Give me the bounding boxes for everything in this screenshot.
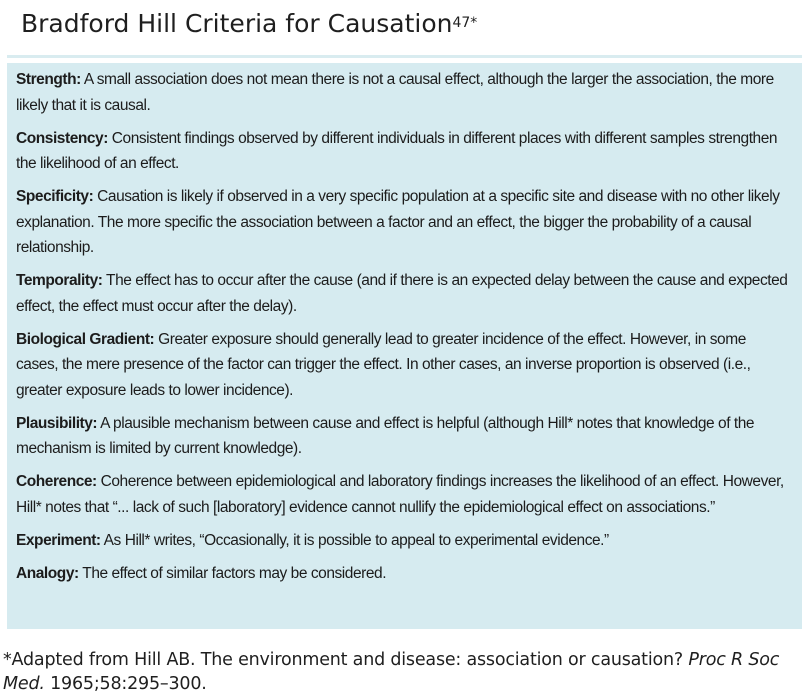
- criterion-text: The effect of similar factors may be considered.: [82, 564, 387, 582]
- criterion-text: The effect has to occur after the cause (and if there is an expected delay between the cause and expected effect, the effect must occur after the delay).: [16, 272, 788, 315]
- criterion-name: Biological Gradient:: [16, 330, 155, 348]
- criteria-box: [7, 63, 802, 629]
- criterion-text: Coherence between epidemiological and laboratory findings increases the likelihood of an effect. However, Hill* notes that “... lack of such [laboratory] evidence cannot nullify the epidemiological effect on associations.”: [16, 473, 784, 516]
- criterion-text: Consistent findings observed by different individuals in different places with different samples strengthen the likelihood of an effect.: [16, 129, 778, 172]
- criterion-text: As Hill* writes, “Occasionally, it is possible to appeal to experimental evidence.”: [103, 531, 609, 549]
- page-title: [21, 8, 477, 40]
- criterion-name: Experiment:: [16, 531, 101, 549]
- footnote-journal: Proc R Soc Med.: [3, 650, 780, 694]
- footnote-text: *Adapted from Hill AB. The environment and disease: association or causation?: [3, 650, 683, 670]
- title-superscript: 47*: [452, 15, 478, 31]
- title-text: Bradford Hill Criteria for Causation: [21, 9, 453, 38]
- criterion-consistency: [16, 126, 788, 177]
- criterion-text: A plausible mechanism between cause and effect is helpful (although Hill* notes that knowledge of the mechanism is limited by current knowledge).: [16, 414, 755, 457]
- criterion-specificity: [16, 184, 788, 261]
- criterion-name: Consistency:: [16, 129, 108, 147]
- criterion-name: Analogy:: [16, 564, 79, 582]
- footnote-citation: 1965;58:295–300.: [50, 674, 207, 694]
- criterion-name: Plausibility:: [16, 414, 98, 432]
- title-divider: [7, 55, 802, 58]
- criterion-coherence: [16, 469, 788, 520]
- criterion-name: Strength:: [16, 71, 81, 88]
- criterion-name: Coherence:: [16, 473, 97, 490]
- criterion-biological-gradient: [16, 327, 788, 404]
- criterion-name: Temporality:: [16, 272, 103, 289]
- criterion-strength: [16, 67, 788, 118]
- criterion-name: Specificity:: [16, 188, 94, 205]
- criterion-text: Causation is likely if observed in a very specific population at a specific site and disease with no other likely explanation. The more specific the association between a factor and an effect, the bigger the probability of a causal relationship.: [16, 188, 780, 256]
- criterion-plausibility: [16, 411, 788, 462]
- criterion-temporality: [16, 268, 788, 319]
- criterion-text: A small association does not mean there is not a causal effect, although the larger the association, the more likely that it is causal.: [16, 71, 774, 114]
- criterion-analogy: [16, 561, 788, 587]
- criterion-experiment: [16, 528, 788, 554]
- footnote: [3, 648, 803, 696]
- criterion-text: Greater exposure should generally lead to greater incidence of the effect. However, in some cases, the mere presence of the factor can trigger the effect. In other cases, an inverse proportion is observed (i.e., greater exposure leads to lower incidence).: [16, 330, 751, 399]
